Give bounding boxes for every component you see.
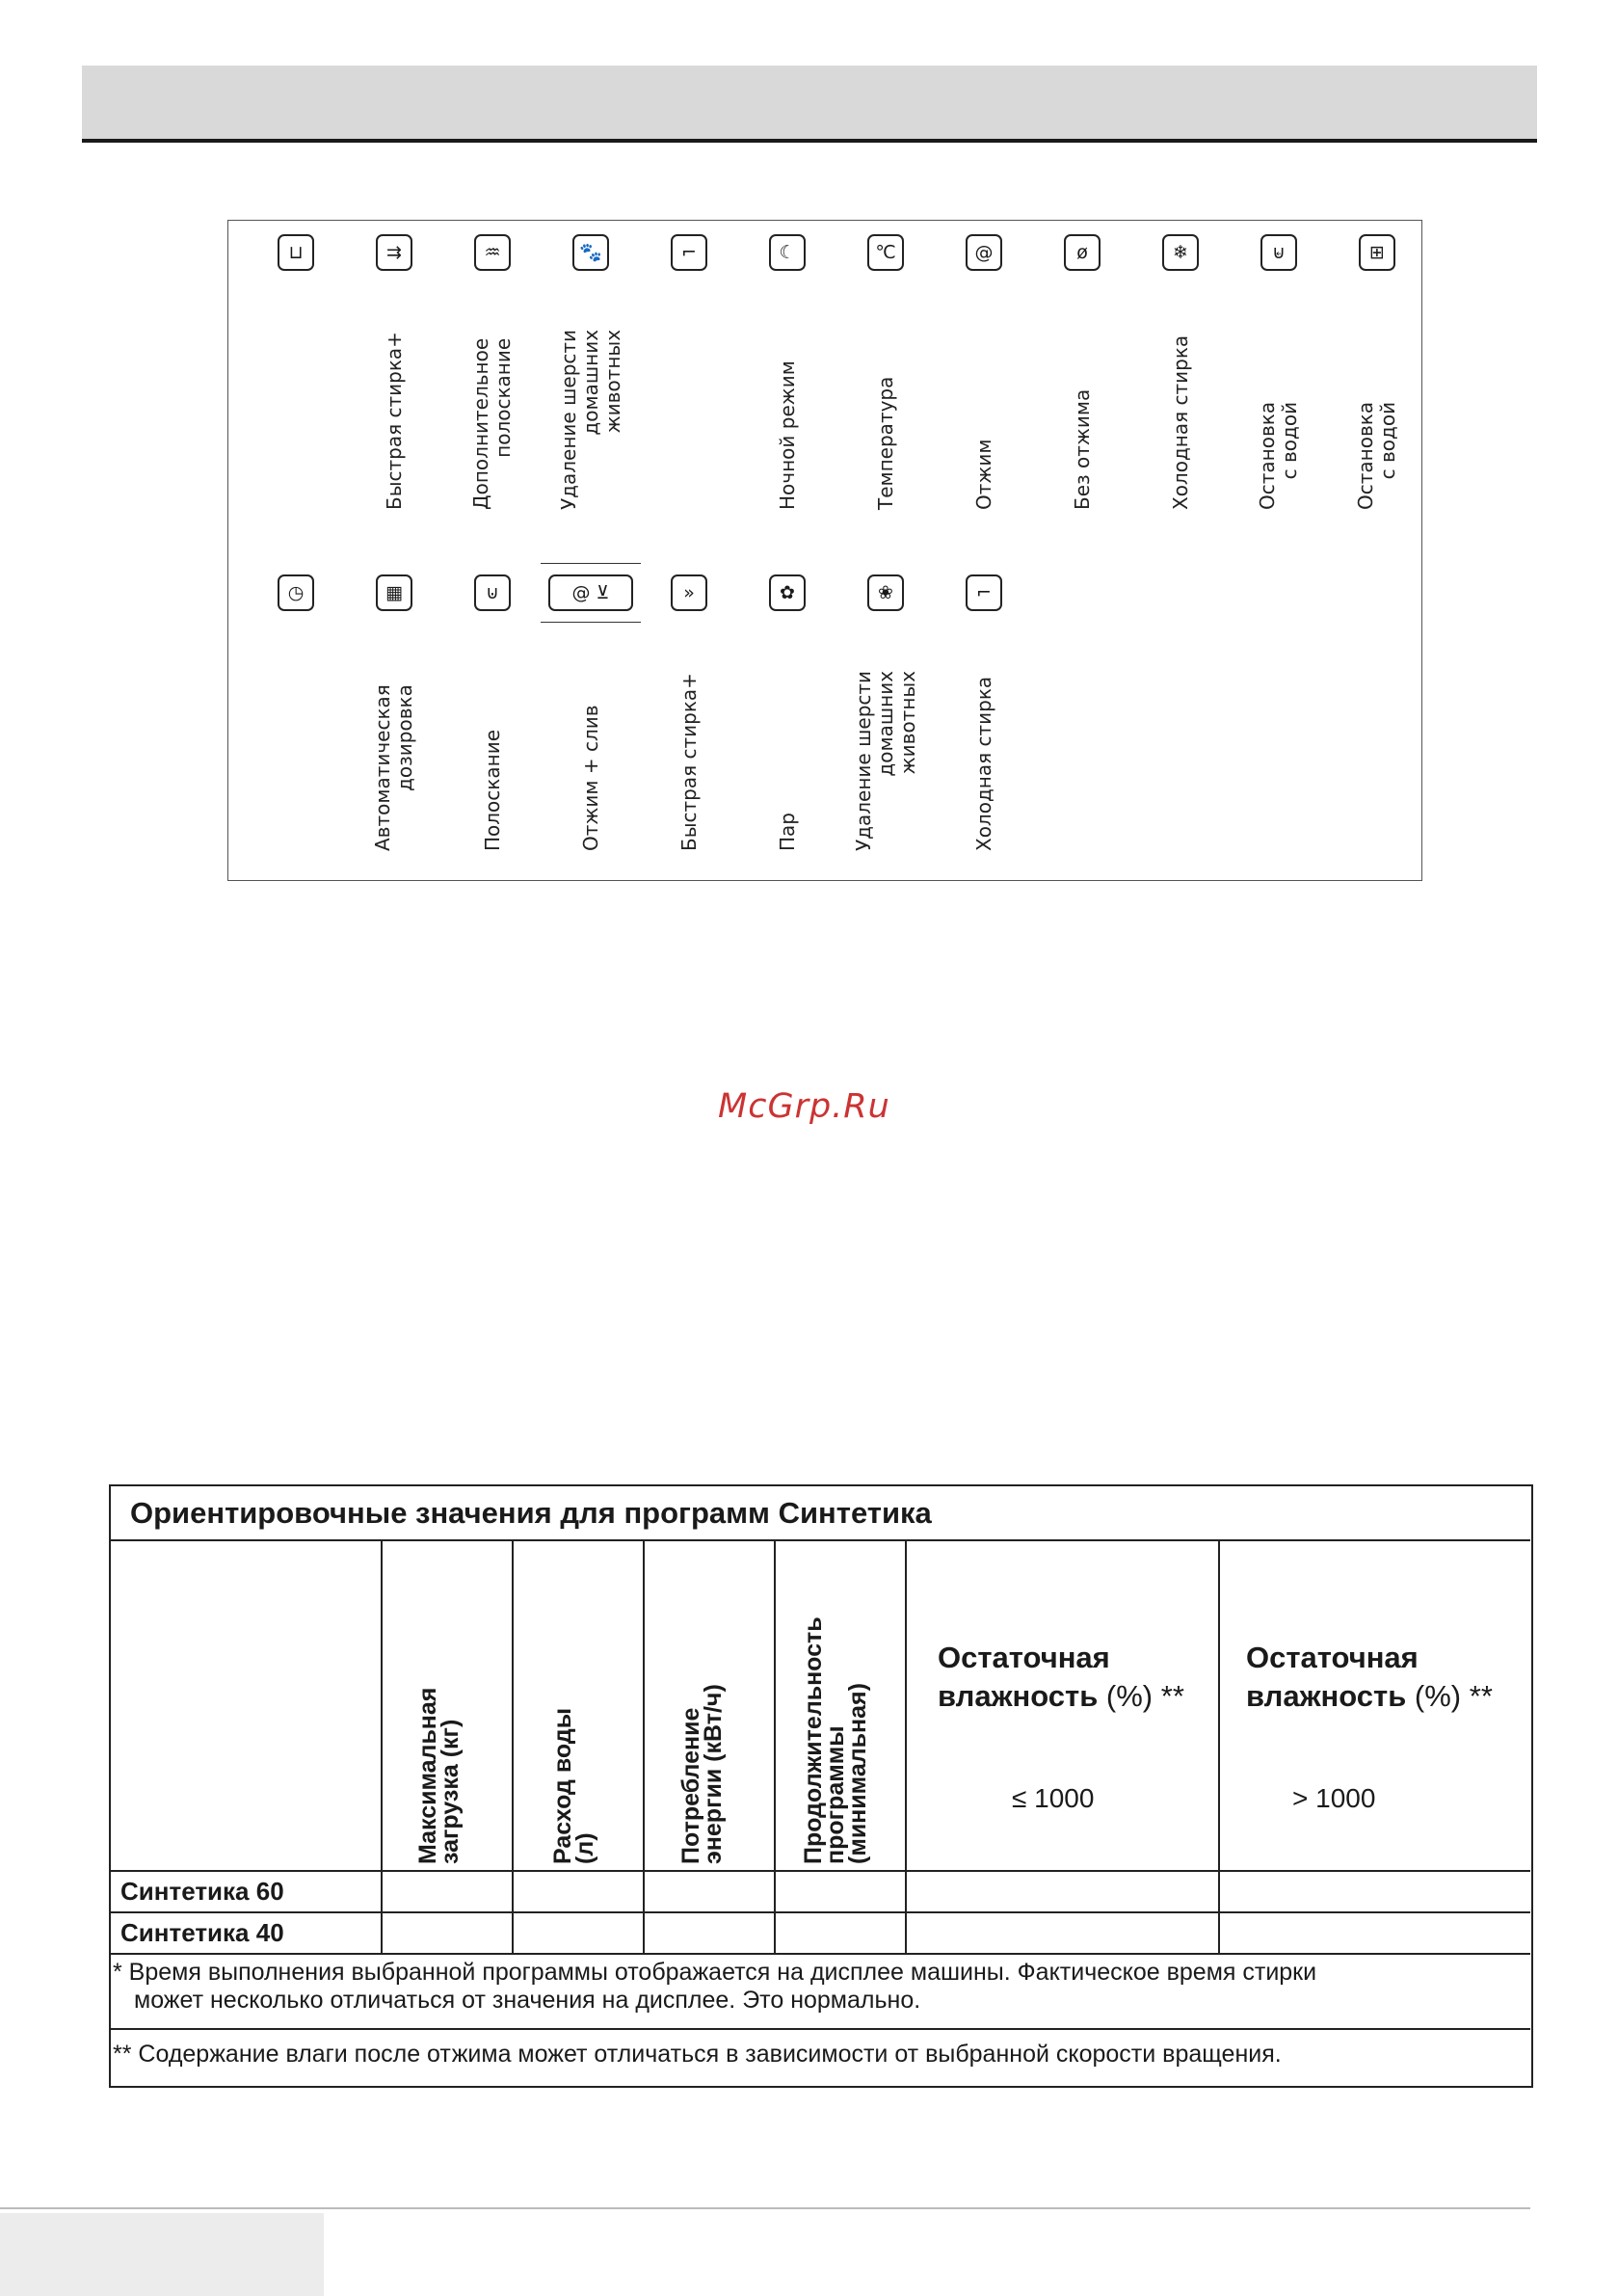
detergent-tray-icon: ⊔ xyxy=(278,234,314,271)
footnote-duration: * Время выполнения выбранной программы отображается на дисплее машины. Фактическое время стирки может несколько отличаться от значения на дисплее. Это нормально. xyxy=(113,1959,1317,2014)
quick-wash-icon: » xyxy=(671,574,707,611)
rinse-icon: ⊍ xyxy=(474,574,511,611)
mode-label: Ночной режим xyxy=(775,360,799,510)
table-rule xyxy=(111,1953,1530,1955)
footer-rule xyxy=(0,2207,1530,2209)
tap-icon: ⌐ xyxy=(966,574,1002,611)
mode-label: Отжим + слив xyxy=(578,705,602,851)
extra-rinse-icon: ♒ xyxy=(474,234,511,271)
temperature-icon: ℃ xyxy=(867,234,904,271)
mode-label: Полоскание xyxy=(480,729,504,851)
mode-label: Удаление шерсти домашних животных xyxy=(851,670,919,851)
header-residual-moisture-low: Остаточная влажность (%) ** xyxy=(938,1641,1184,1713)
spin-icon: @ xyxy=(966,234,1002,271)
table-row-synthetics-40: Синтетика 40 xyxy=(120,1918,284,1947)
mode-label: Быстрая стирка+ xyxy=(676,673,701,851)
header-water-use: Расход воды (л) xyxy=(549,1707,598,1864)
auto-dosing-icon: ▦ xyxy=(376,574,412,611)
rinse-hold-alt-icon: ⊞ xyxy=(1359,234,1395,271)
header-energy-use: Потребление энергии (кВт/ч) xyxy=(677,1684,727,1864)
icon-frame xyxy=(541,563,641,623)
mode-label: Остановка с водой xyxy=(1256,401,1301,510)
synthetics-values-table xyxy=(109,1484,1533,2088)
table-rule xyxy=(643,1539,645,1953)
no-spin-icon: ø xyxy=(1064,234,1101,271)
spin-drain-icon: @ ⊻ xyxy=(548,574,633,611)
mode-label: Отжим xyxy=(971,439,995,510)
table-rule xyxy=(381,1539,383,1953)
mode-label: Удаление шерсти домашних животных xyxy=(556,329,624,510)
table-rule xyxy=(111,2028,1530,2030)
header-max-load: Максимальная загрузка (кг) xyxy=(414,1687,464,1864)
table-rule xyxy=(905,1539,907,1953)
table-rule xyxy=(774,1539,776,1953)
residual-speed-low: ≤ 1000 xyxy=(1012,1783,1095,1813)
rinse-hold-icon: ⊌ xyxy=(1260,234,1297,271)
footnote-moisture: ** Содержание влаги после отжима может отличаться в зависимости от выбранной скорости вращения. xyxy=(113,2041,1282,2068)
night-mode-icon: ☾ xyxy=(769,234,806,271)
mode-label: Пар xyxy=(775,813,799,851)
table-rule xyxy=(1218,1539,1220,1953)
mode-label: Дополнительное полоскание xyxy=(469,337,515,510)
watermark: McGrp.Ru xyxy=(718,1087,890,1126)
table-row-synthetics-60: Синтетика 60 xyxy=(120,1877,284,1906)
steam-icon: ✿ xyxy=(769,574,806,611)
mode-label: Холодная стирка xyxy=(1168,334,1192,510)
table-rule xyxy=(111,1870,1530,1872)
timer-icon: ◷ xyxy=(278,574,314,611)
footer-page-tab xyxy=(0,2213,324,2296)
pet-hair-removal-icon: 🐾 xyxy=(572,234,609,271)
control-panel-diagram xyxy=(227,220,1422,881)
table-rule xyxy=(111,1911,1530,1913)
table-title: Ориентировочные значения для программ Синтетика xyxy=(130,1496,932,1530)
mode-label: Автоматическая дозировка xyxy=(371,684,416,851)
mode-label: Быстрая стирка+ xyxy=(382,332,406,510)
table-rule xyxy=(111,1539,1530,1541)
header-duration: Продолжительность программы (минимальная) xyxy=(800,1616,871,1864)
header-residual-moisture-high: Остаточная влажность (%) ** xyxy=(1246,1641,1493,1713)
cold-wash-icon: ❄ xyxy=(1162,234,1199,271)
residual-speed-high: > 1000 xyxy=(1292,1783,1376,1813)
mode-label: Остановка с водой xyxy=(1354,401,1399,510)
mode-label: Температура xyxy=(873,376,897,510)
table-rule xyxy=(512,1539,514,1953)
paw-icon: ❀ xyxy=(867,574,904,611)
page-header-band xyxy=(82,66,1537,143)
mode-label: Холодная стирка xyxy=(971,676,995,851)
quick-wash-plus-icon: ⇉ xyxy=(376,234,412,271)
mode-label: Без отжима xyxy=(1070,388,1094,510)
iron-icon: ⌐ xyxy=(671,234,707,271)
